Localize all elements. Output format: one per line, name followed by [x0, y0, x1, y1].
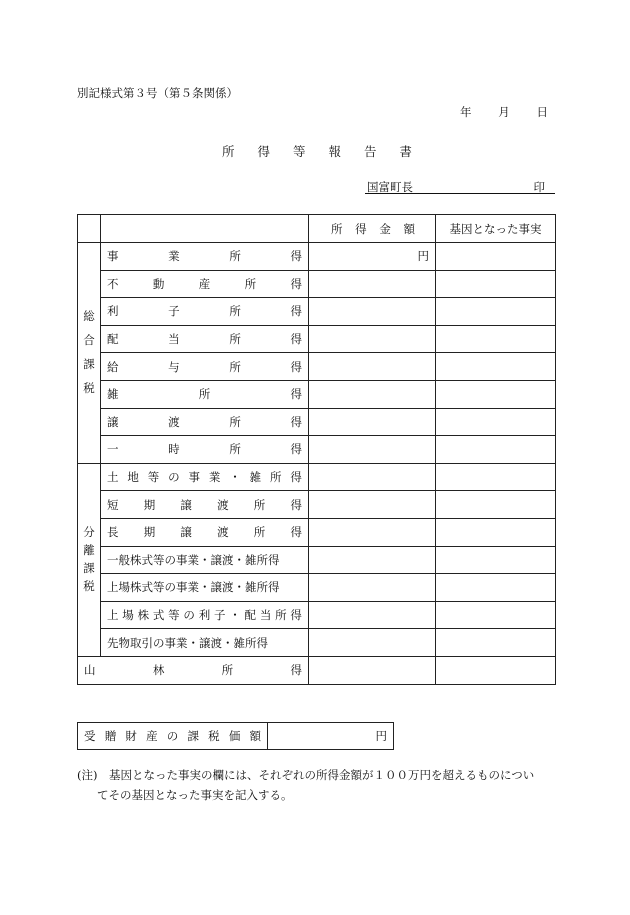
cause-fact-cell[interactable]: [436, 629, 556, 657]
header-blank-cell: [78, 215, 101, 243]
income-item-char: の: [168, 470, 180, 485]
income-amount-cell[interactable]: [309, 601, 436, 629]
table-header-row: [78, 215, 556, 243]
forestry-income-cell: [78, 656, 309, 684]
income-item-char: 所: [229, 249, 241, 264]
income-item-cell: [101, 463, 309, 491]
income-item-char: 譲: [180, 497, 192, 512]
income-amount-cell[interactable]: [309, 518, 436, 546]
forestry-amount-cell[interactable]: [309, 656, 436, 684]
cause-fact-cell[interactable]: [436, 270, 556, 298]
income-item-char: 産: [198, 276, 211, 291]
mayor-label: 国富町長: [367, 180, 413, 194]
gift-tax-value-cell[interactable]: 円: [268, 723, 394, 750]
income-item-cell: [101, 298, 309, 326]
income-item-char: 式: [152, 608, 165, 623]
income-item-char: 渡: [168, 414, 180, 429]
income-amount-cell[interactable]: [309, 380, 436, 408]
income-item-char: 等: [147, 470, 160, 485]
income-item-char: 得: [290, 387, 302, 402]
header-amount-char: 額: [403, 221, 415, 236]
income-item-cell: [101, 546, 309, 574]
income-item-char: 給: [107, 359, 119, 374]
income-amount-cell[interactable]: [309, 491, 436, 519]
income-item-char: 当: [259, 608, 272, 623]
date-month-label: 月: [498, 105, 510, 119]
income-item-char: 期: [143, 525, 156, 540]
header-amount-char: 所: [331, 221, 343, 236]
income-item-char: 一: [107, 442, 119, 457]
income-item-char: 動: [152, 276, 165, 291]
income-amount-cell[interactable]: [309, 629, 436, 657]
gift-tax-label-char: 贈: [104, 729, 117, 743]
income-item-char: ・: [229, 608, 241, 623]
income-item-char: 短: [107, 497, 119, 512]
header-amount-char: 金: [379, 221, 391, 236]
income-item-char: 子: [213, 608, 226, 623]
income-item-char: 所: [275, 608, 287, 623]
gift-tax-label-char: 財: [125, 729, 137, 743]
income-table: [77, 214, 556, 685]
income-item-char: 先物取引の事業・譲渡・雑所得: [107, 635, 268, 650]
cause-fact-cell[interactable]: [436, 380, 556, 408]
table-row: [78, 353, 556, 381]
income-amount-cell[interactable]: [309, 408, 436, 436]
income-item-char: 期: [143, 497, 156, 512]
income-item-char: 雑: [249, 470, 262, 485]
income-item-char: 所: [229, 414, 241, 429]
income-item-char: 一般株式等の事業・譲渡・雑所得: [107, 552, 280, 567]
cause-fact-cell[interactable]: [436, 325, 556, 353]
form-reference: 別記様式第３号（第５条関係）: [77, 86, 238, 100]
income-item-char: 子: [168, 304, 180, 319]
title-char: 報: [328, 144, 341, 159]
forestry-income-char: 得: [290, 663, 302, 678]
forestry-income-char: 山: [84, 663, 96, 678]
cause-fact-cell[interactable]: [436, 408, 556, 436]
table-row-forestry: [78, 656, 556, 684]
income-item-char: 配: [244, 608, 257, 623]
income-amount-cell[interactable]: [309, 436, 436, 464]
category-cell: [78, 243, 101, 464]
gift-tax-label-char: 価: [228, 729, 241, 743]
cause-fact-cell[interactable]: [436, 436, 556, 464]
cause-fact-cell[interactable]: [436, 491, 556, 519]
income-item-cell: [101, 491, 309, 519]
income-item-char: 所: [270, 470, 282, 485]
income-item-cell: [101, 436, 309, 464]
gift-tax-label-char: 課: [187, 729, 199, 743]
income-item-char: 事: [188, 470, 200, 485]
income-item-cell: [101, 380, 309, 408]
table-row: [78, 436, 556, 464]
income-item-char: 不: [107, 276, 119, 291]
income-item-char: 配: [107, 332, 119, 347]
income-item-char: 事: [107, 249, 119, 264]
category-char: 課: [83, 356, 95, 371]
table-row: [78, 243, 556, 271]
income-item-char: 所: [229, 442, 241, 457]
income-amount-cell[interactable]: [309, 463, 436, 491]
income-item-cell: [101, 243, 309, 271]
income-item-char: 得: [290, 470, 302, 485]
income-item-char: 所: [253, 525, 266, 540]
income-item-char: 所: [229, 304, 241, 319]
category-char: 税: [83, 380, 95, 395]
income-item-char: 得: [290, 497, 302, 512]
gift-tax-label-char: 受: [84, 729, 96, 743]
income-item-char: 土: [107, 470, 119, 485]
category-char: 総: [83, 309, 95, 324]
title-char: 所: [222, 144, 235, 159]
income-item-char: 得: [290, 525, 302, 540]
title-char: 告: [363, 144, 377, 159]
category-char: 課: [83, 560, 95, 575]
income-item-cell: [101, 601, 309, 629]
table-row: [78, 518, 556, 546]
title-char: 得: [257, 144, 270, 159]
income-item-char: 渡: [217, 497, 229, 512]
table-row: [78, 380, 556, 408]
category-label: [78, 308, 100, 397]
income-item-char: 得: [290, 359, 302, 374]
cause-fact-cell[interactable]: [436, 463, 556, 491]
table-row: [78, 270, 556, 298]
income-item-char: 株: [137, 608, 150, 623]
table-row: [78, 601, 556, 629]
cause-fact-cell[interactable]: [436, 298, 556, 326]
table-row: [78, 298, 556, 326]
category-char: 分: [83, 525, 95, 540]
income-item-char: 得: [290, 332, 302, 347]
cause-fact-cell[interactable]: [436, 353, 556, 381]
income-item-cell: [101, 574, 309, 602]
gift-tax-row: [78, 723, 394, 750]
gift-tax-label-cell: [78, 723, 268, 750]
table-row: [78, 325, 556, 353]
income-amount-cell[interactable]: [309, 325, 436, 353]
income-item-char: 業: [168, 249, 180, 264]
footnote-line-2: てその基因となった事実を記入する。: [97, 788, 293, 803]
gift-tax-table: [77, 722, 394, 750]
income-item-char: 得: [290, 249, 302, 264]
income-item-char: 長: [107, 525, 119, 540]
income-item-char: 等: [168, 608, 180, 623]
footnote-line-1: (注) 基因となった事実の欄には、それぞれの所得金額が１００万円を超えるものについ: [77, 768, 535, 782]
cause-fact-cell[interactable]: [436, 601, 556, 629]
income-amount-cell[interactable]: [309, 574, 436, 602]
category-label: [78, 524, 100, 595]
date-line: [460, 104, 548, 120]
mayor-signature-line: [365, 179, 555, 194]
income-item-char: 雑: [107, 387, 119, 402]
income-item-char: 所: [229, 359, 241, 374]
income-item-char: 所: [253, 497, 266, 512]
income-amount-cell[interactable]: [309, 270, 436, 298]
income-item-char: 得: [290, 304, 302, 319]
table-row: [78, 629, 556, 657]
income-amount-cell[interactable]: [309, 546, 436, 574]
income-item-char: 譲: [107, 414, 119, 429]
header-amount-cell: [309, 215, 436, 243]
header-fact-cell: 基因となった事実: [436, 215, 556, 243]
document-title: [222, 142, 412, 160]
seal-label: 印: [533, 180, 545, 194]
footnote: [77, 765, 557, 805]
income-item-char: 得: [290, 608, 302, 623]
date-year-label: 年: [460, 105, 472, 119]
income-item-cell: [101, 325, 309, 353]
income-item-char: の: [183, 608, 195, 623]
income-item-char: 渡: [217, 525, 229, 540]
income-item-char: 所: [198, 387, 211, 402]
forestry-income-char: 所: [221, 663, 234, 678]
income-item-char: ・: [229, 470, 241, 485]
table-row: [78, 574, 556, 602]
income-amount-cell[interactable]: 円: [309, 243, 436, 271]
title-char: 等: [292, 144, 306, 159]
title-char: 書: [399, 144, 412, 159]
income-item-char: 業: [208, 470, 221, 485]
category-char: 合: [83, 333, 95, 348]
forestry-income-char: 林: [152, 663, 165, 678]
table-row: [78, 546, 556, 574]
income-item-char: 地: [127, 470, 139, 485]
income-item-cell: [101, 353, 309, 381]
income-item-char: 上: [107, 608, 119, 623]
income-item-char: 得: [290, 414, 302, 429]
income-item-char: 利: [198, 608, 211, 623]
table-row: [78, 463, 556, 491]
category-cell: [78, 463, 101, 656]
income-item-char: 所: [244, 276, 257, 291]
income-item-cell: [101, 629, 309, 657]
cause-fact-cell[interactable]: [436, 518, 556, 546]
income-item-char: 利: [107, 304, 119, 319]
category-char: 離: [83, 543, 95, 558]
income-item-char: 所: [229, 332, 241, 347]
gift-tax-label-char: 税: [208, 729, 220, 743]
income-amount-cell[interactable]: [309, 353, 436, 381]
gift-tax-label-char: 産: [146, 729, 158, 743]
gift-tax-label-char: の: [166, 729, 179, 743]
category-char: 税: [83, 578, 95, 593]
date-day-label: 日: [536, 105, 548, 119]
gift-tax-label-char: 額: [249, 729, 261, 743]
cause-fact-cell[interactable]: [436, 243, 556, 271]
income-item-char: 当: [168, 332, 180, 347]
header-item-cell: [101, 215, 309, 243]
income-item-char: 場: [122, 608, 134, 623]
header-amount-char: 得: [355, 221, 367, 236]
income-item-cell: [101, 270, 309, 298]
income-item-char: 得: [290, 442, 302, 457]
table-row: [78, 408, 556, 436]
income-item-cell: [101, 408, 309, 436]
forestry-fact-cell[interactable]: [436, 656, 556, 684]
table-row: [78, 491, 556, 519]
income-item-cell: [101, 518, 309, 546]
income-item-char: 時: [168, 442, 180, 457]
cause-fact-cell[interactable]: [436, 574, 556, 602]
income-item-char: 得: [290, 276, 302, 291]
income-amount-cell[interactable]: [309, 298, 436, 326]
income-item-char: 譲: [180, 525, 192, 540]
cause-fact-cell[interactable]: [436, 546, 556, 574]
income-item-char: 上場株式等の事業・譲渡・雑所得: [107, 580, 280, 595]
income-item-char: 与: [168, 359, 180, 374]
